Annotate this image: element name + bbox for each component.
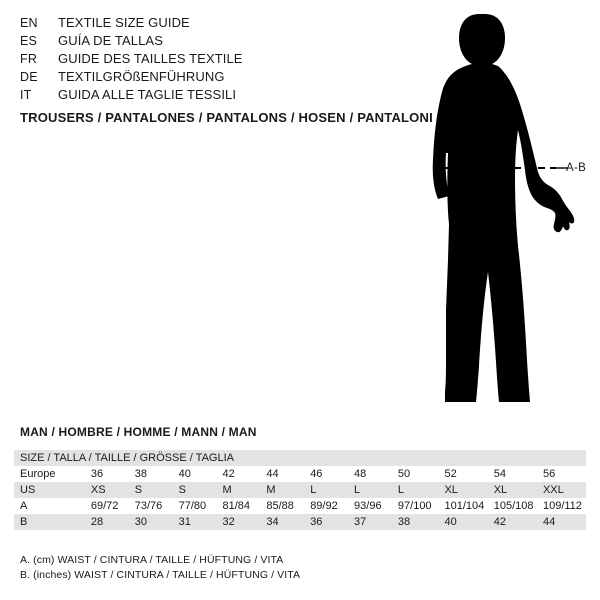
language-row	[20, 32, 350, 50]
table-cell: 31	[173, 514, 217, 530]
table-cell: 77/80	[173, 498, 217, 514]
section-title: TROUSERS / PANTALONES / PANTALONS / HOSEN / PANTALONI	[20, 110, 433, 125]
language-row	[20, 50, 350, 68]
table-cell: 40	[438, 514, 487, 530]
table-cell: S	[173, 482, 217, 498]
table-cell: 81/84	[216, 498, 260, 514]
table-cell: 40	[173, 466, 217, 482]
table-cell: XL	[438, 482, 487, 498]
figure-illustration	[404, 10, 600, 410]
table-cell: 54	[488, 466, 537, 482]
size-table	[14, 450, 586, 530]
language-row	[20, 14, 350, 32]
table-cell: 38	[129, 466, 173, 482]
table-cell: 36	[85, 466, 129, 482]
table-row-label: Europe	[14, 466, 85, 482]
language-title: GUÍA DE TALLAS	[58, 33, 163, 48]
table-cell: 34	[260, 514, 304, 530]
table-cell: 38	[392, 514, 439, 530]
language-title: TEXTILGRÖßENFÜHRUNG	[58, 69, 225, 84]
table-cell: 30	[129, 514, 173, 530]
footnote-a: A. (cm) WAIST / CINTURA / TAILLE / HÜFTUNG / VITA	[20, 554, 284, 566]
language-code: IT	[20, 88, 32, 102]
language-code: DE	[20, 70, 38, 84]
table-cell: 42	[216, 466, 260, 482]
table-heading: MAN / HOMBRE / HOMME / MANN / MAN	[20, 425, 257, 439]
table-cell: M	[216, 482, 260, 498]
language-code: FR	[20, 52, 38, 66]
measure-label-ab: A-B	[566, 162, 587, 174]
table-cell: 48	[348, 466, 392, 482]
table-cell: 44	[537, 514, 586, 530]
language-row	[20, 68, 350, 86]
table-cell: L	[304, 482, 348, 498]
table-cell: 73/76	[129, 498, 173, 514]
table-cell: M	[260, 482, 304, 498]
table-row-label: A	[14, 498, 85, 514]
table-cell: 44	[260, 466, 304, 482]
footnote-b: B. (inches) WAIST / CINTURA / TAILLE / HÜFTUNG / VITA	[20, 569, 301, 581]
table-cell: 36	[304, 514, 348, 530]
table-cell: XL	[488, 482, 537, 498]
table-row-size-header	[14, 450, 586, 466]
table-cell: 69/72	[85, 498, 129, 514]
table-cell: 56	[537, 466, 586, 482]
table-row	[14, 466, 586, 482]
table-cell: 32	[216, 514, 260, 530]
table-row-label: B	[14, 514, 85, 530]
footnotes	[20, 553, 300, 583]
table-cell: 97/100	[392, 498, 439, 514]
table-cell: 42	[488, 514, 537, 530]
table-cell: XXL	[537, 482, 586, 498]
table-cell: 109/112	[537, 498, 586, 514]
table-cell: S	[129, 482, 173, 498]
table-cell: 52	[438, 466, 487, 482]
table-cell: 93/96	[348, 498, 392, 514]
language-title: GUIDE DES TAILLES TEXTILE	[58, 51, 243, 66]
table-row	[14, 514, 586, 530]
table-cell: 46	[304, 466, 348, 482]
table-cell: 28	[85, 514, 129, 530]
table-cell: 89/92	[304, 498, 348, 514]
table-row-label: SIZE / TALLA / TAILLE / GRÖSSE / TAGLIA	[14, 450, 586, 466]
male-figure-silhouette	[404, 10, 600, 410]
table-cell: XS	[85, 482, 129, 498]
language-code: ES	[20, 34, 38, 48]
table-cell: 105/108	[488, 498, 537, 514]
table-cell: 50	[392, 466, 439, 482]
language-title: TEXTILE SIZE GUIDE	[58, 15, 190, 30]
language-title: GUIDA ALLE TAGLIE TESSILI	[58, 87, 237, 102]
table-row	[14, 482, 586, 498]
table-row-label: US	[14, 482, 85, 498]
table-cell: L	[392, 482, 439, 498]
language-row	[20, 86, 350, 104]
language-code: EN	[20, 16, 38, 30]
table-cell: L	[348, 482, 392, 498]
table-cell: 85/88	[260, 498, 304, 514]
table-cell: 37	[348, 514, 392, 530]
language-header-block	[20, 14, 350, 104]
table-row	[14, 498, 586, 514]
table-cell: 101/104	[438, 498, 487, 514]
